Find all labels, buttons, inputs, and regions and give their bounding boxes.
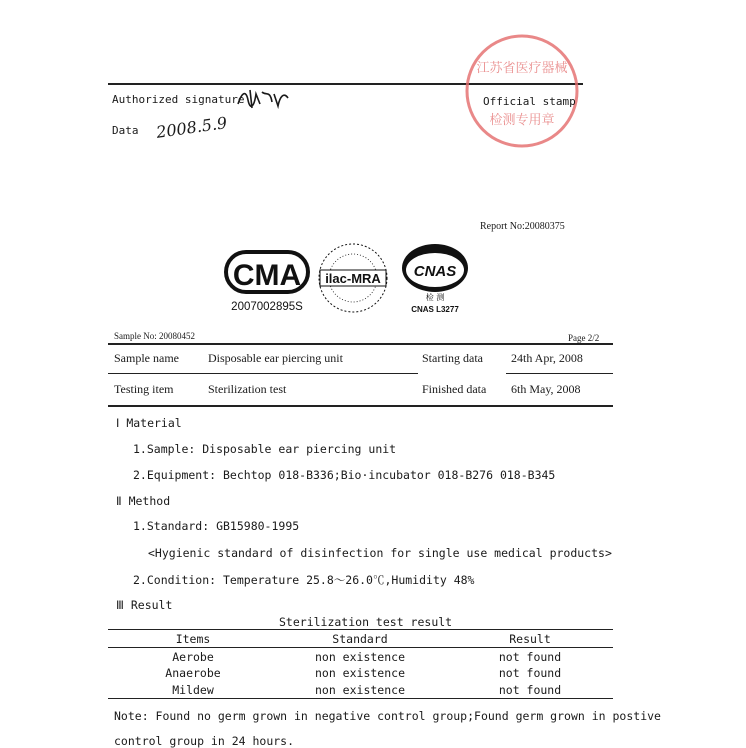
result-row-result: not found <box>498 650 562 664</box>
starting-date-value: 24th Apr, 2008 <box>511 351 583 365</box>
authorized-signature-label: Authorized signature <box>112 93 245 106</box>
testing-item-value: Sterilization test <box>208 382 287 396</box>
official-stamp-seal <box>462 32 582 150</box>
result-header-standard: Standard <box>332 632 388 646</box>
result-table-top-border <box>108 629 613 630</box>
date-label: Data <box>112 124 139 137</box>
svg-text:CNAS: CNAS <box>413 263 457 280</box>
result-row-standard: non existence <box>314 666 405 680</box>
official-stamp-label: Official stamp <box>483 95 576 108</box>
sample-name-label: Sample name <box>114 351 179 365</box>
svg-text:2007002895S: 2007002895S <box>231 301 303 312</box>
method-standard-line: 1.Standard: GB15980-1995 <box>133 519 300 533</box>
svg-text:ilac-MRA: ilac-MRA <box>325 271 381 286</box>
ilac-mra-logo <box>316 240 390 316</box>
method-standard-description: <Hygienic standard of disinfection for single use medical products> <box>148 546 612 560</box>
note-line-1: Note: Found no germ grown in negative control group;Found germ grown in postive <box>114 709 661 723</box>
handwritten-signature <box>236 86 292 112</box>
result-table-bottom-border <box>108 698 613 699</box>
table-row-divider <box>506 373 613 374</box>
result-row-standard: non existence <box>314 650 405 664</box>
report-number: Report No:20080375 <box>480 221 565 232</box>
result-table-header-divider <box>108 647 613 648</box>
result-header-items: Items <box>175 632 211 646</box>
result-row-item: Anaerobe <box>165 666 221 680</box>
svg-text:江苏省医疗器械: 江苏省医疗器械 <box>476 61 568 76</box>
result-table-title: Sterilization test result <box>279 615 453 629</box>
cnas-logo <box>398 240 472 316</box>
result-row-standard: non existence <box>314 683 405 697</box>
material-equipment-line: 2.Equipment: Bechtop 018-B336;Bio·incubator 018-B276 018-B345 <box>133 468 556 482</box>
result-header-result: Result <box>509 632 551 646</box>
note-line-2: control group in 24 hours. <box>114 734 295 748</box>
result-row-result: not found <box>498 683 562 697</box>
handwritten-date: 2008.5.9 <box>155 113 229 142</box>
finished-date-value: 6th May, 2008 <box>511 382 581 396</box>
sample-name-value: Disposable ear piercing unit <box>208 351 343 365</box>
result-row-result: not found <box>498 666 562 680</box>
method-condition-line: 2.Condition: Temperature 25.8～26.0℃,Humidity 48% <box>133 573 475 587</box>
svg-text:CNAS L3277: CNAS L3277 <box>411 305 459 314</box>
testing-item-label: Testing item <box>114 382 174 396</box>
svg-text:CMA: CMA <box>232 259 302 292</box>
result-row-item: Aerobe <box>172 650 214 664</box>
table-bottom-border <box>108 405 613 407</box>
page-number: Page 2/2 <box>568 333 600 343</box>
svg-text:检 测: 检 测 <box>425 293 445 302</box>
result-row-item: Mildew <box>172 683 214 697</box>
section-material-heading: Ⅰ Material <box>116 416 182 430</box>
section-method-heading: Ⅱ Method <box>116 494 171 508</box>
cma-logo <box>222 248 312 312</box>
table-top-border <box>108 343 613 345</box>
starting-date-label: Starting data <box>422 351 483 365</box>
table-row-divider <box>108 373 418 374</box>
section-result-heading: Ⅲ Result <box>116 598 173 612</box>
finished-date-label: Finished data <box>422 382 487 396</box>
material-sample-line: 1.Sample: Disposable ear piercing unit <box>133 442 397 456</box>
svg-text:检测专用章: 检测专用章 <box>489 113 555 128</box>
sample-number: Sample No: 20080452 <box>114 331 195 341</box>
